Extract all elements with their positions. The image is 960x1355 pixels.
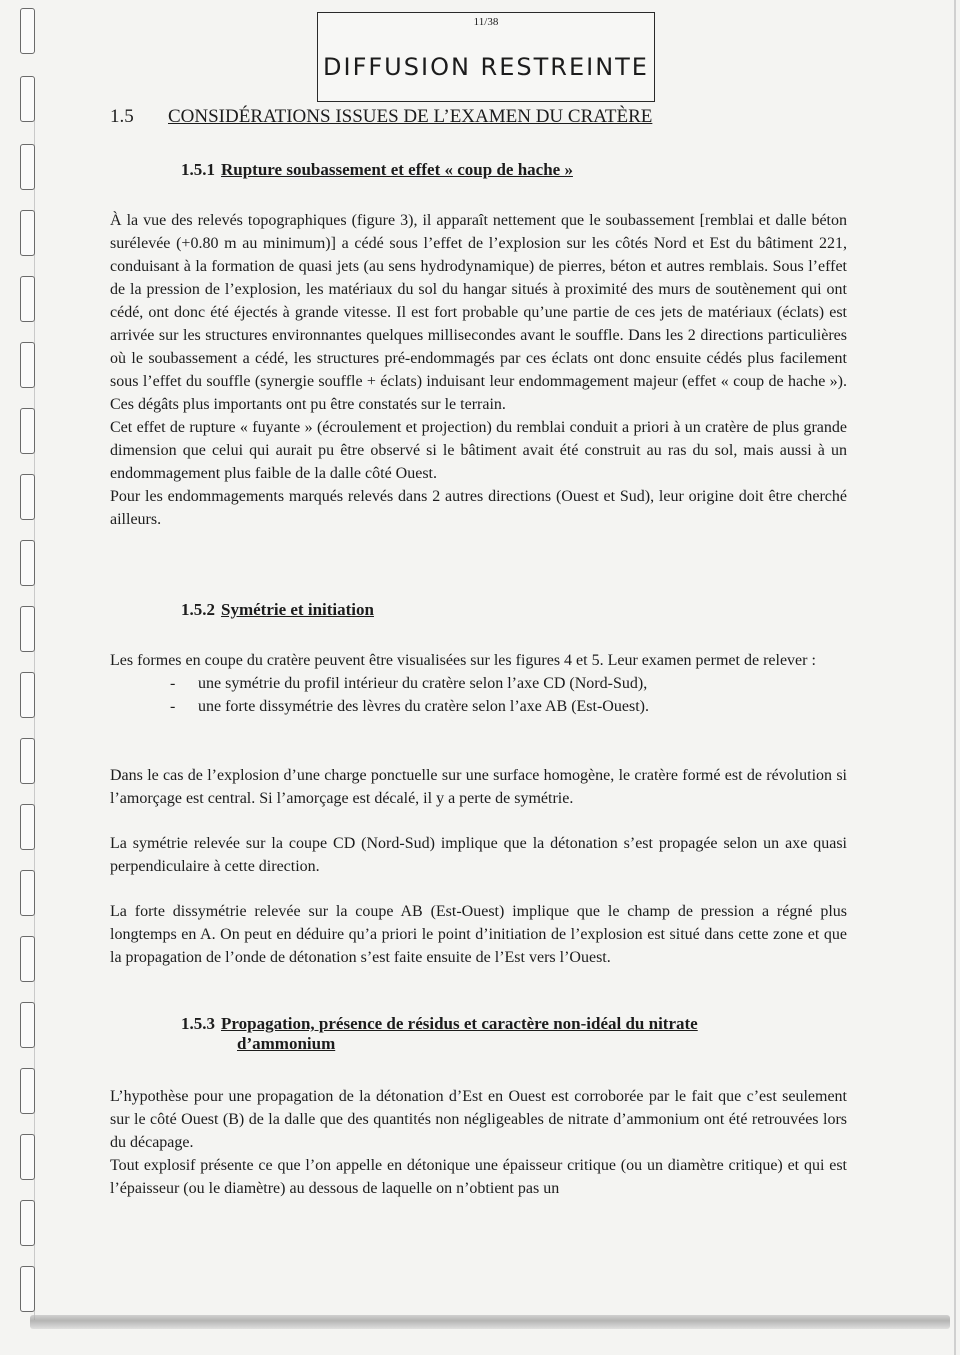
binder-hole — [20, 1068, 35, 1114]
paragraph: Les formes en coupe du cratère peuvent être visualisées sur les figures 4 et 5. Leur examen permet de relever : — [110, 652, 816, 669]
binder-hole — [20, 1134, 35, 1180]
binder-hole — [20, 738, 35, 784]
bullet-list — [110, 672, 847, 718]
binder-hole — [20, 342, 35, 388]
list-item: - une forte dissymétrie des lèvres du cratère selon l’axe AB (Est-Ouest). — [110, 695, 847, 718]
paragraph: Dans le cas de l’explosion d’une charge ponctuelle sur une surface homogène, le cratère formé est de révolution si l’amorçage est central. Si l’amorçage est décalé, il y a perte de symétrie. — [110, 767, 847, 807]
subsection-2-paragraph — [110, 900, 847, 969]
binder-hole — [20, 1266, 35, 1312]
subsection-number: 1.5.3 — [181, 1014, 215, 1033]
subsection-3-body — [110, 1085, 847, 1200]
subsection-title-continued: d’ammonium — [237, 1034, 336, 1053]
paragraph: La symétrie relevée sur la coupe CD (Nord-Sud) implique que la détonation s’est propagée selon un axe quasi perpendiculaire à cette direction. — [110, 835, 847, 875]
binder-hole — [20, 672, 35, 718]
binder-hole — [20, 76, 35, 122]
subsection-title: Symétrie et initiation — [221, 600, 374, 619]
paragraph: La forte dissymétrie relevée sur la coupe AB (Est-Ouest) implique que le champ de pression a régné plus longtemps en A. On peut en déduire qu’a priori le point d’initiation de l’explosion est situé dans cette zone et que la propagation de l’onde de détonation s’est faite ensuite de l’Est vers l’Ouest. — [110, 903, 847, 966]
binder-hole — [20, 144, 35, 190]
binder-hole — [20, 540, 35, 586]
binder-hole — [20, 408, 35, 454]
binder-hole — [20, 870, 35, 916]
subsection-title: Propagation, présence de résidus et caractère non-idéal du nitrate — [221, 1014, 698, 1033]
section-heading — [110, 106, 652, 128]
section-title: CONSIDÉRATIONS ISSUES DE L’EXAMEN DU CRATÈRE — [168, 106, 653, 127]
scan-side-edge — [954, 0, 956, 1355]
binder-hole — [20, 1002, 35, 1048]
subsection-2-paragraph — [110, 832, 847, 878]
subsection-heading-1 — [181, 160, 573, 180]
subsection-2-paragraph — [110, 764, 847, 810]
subsection-2-intro — [110, 649, 847, 718]
paragraph: Pour les endommagements marqués relevés dans 2 autres directions (Ouest et Sud), leur origine doit être cherché ailleurs. — [110, 488, 847, 528]
binder-hole — [20, 936, 35, 982]
binder-hole — [20, 276, 35, 322]
paragraph: Tout explosif présente ce que l’on appelle en détonique une épaisseur critique (ou un diamètre critique) et qui est l’épaisseur (ou le diamètre) au dessous de laquelle on n’obtient pas un — [110, 1157, 847, 1197]
paragraph: À la vue des relevés topographiques (figure 3), il apparaît nettement que le soubassement [remblai et dalle béton surélevée (+0.80 m au minimum)] a cédé sous l’effet de l’explosion sur les côtés Nord et Est du bâtiment 221, conduisant à la formation de quasi jets (au sens hydrodynamique) de pierres, béton et autres remblais. Sous l’effet de la pression de l’explosion, les matériaux du sol du hangar situés à proximité des murs de soutènement qui ont cédé, ont donc été éjectés à grande vitesse. Il est fort probable qu’une partie de ces jets de matériaux (éclats) est arrivée sur les structures environnantes quelques millisecondes avant le souffle. Dans les 2 directions particulières où le soubassement a cédé, les structures pré-endommagés par ces éclats ont donc ensuite cédés plus facilement sous l’effet du souffle (synergie souffle + éclats) induisant leur endommagement majeur (effet « coup de hache »). Ces dégâts plus importants ont pu être constatés sur le terrain. — [110, 212, 847, 413]
subsection-number: 1.5.1 — [181, 160, 215, 179]
paragraph: L’hypothèse pour une propagation de la détonation d’Est en Ouest est corroborée par le fait que c’est seulement sur le côté Ouest (B) de la dalle que des quantités non négligeables de nitrate d’ammonium ont été retrouvées lors du décapage. — [110, 1088, 847, 1151]
binder-hole — [20, 606, 35, 652]
classification-stamp — [317, 12, 655, 102]
section-number: 1.5 — [110, 106, 134, 127]
binder-hole — [20, 1200, 35, 1246]
subsection-title: Rupture soubassement et effet « coup de hache » — [221, 160, 573, 179]
classification-label: DIFFUSION RESTREINTE — [323, 53, 649, 81]
subsection-1-body — [110, 209, 847, 531]
binder-hole — [20, 474, 35, 520]
binder-hole — [20, 804, 35, 850]
binder-hole — [20, 210, 35, 256]
list-item: - une symétrie du profil intérieur du cratère selon l’axe CD (Nord-Sud), — [110, 672, 847, 695]
page-number: 11/38 — [473, 16, 499, 28]
scan-bottom-edge — [30, 1315, 950, 1329]
binder-hole — [20, 8, 35, 54]
paragraph: Cet effet de rupture « fuyante » (écroulement et projection) du remblai conduit a priori à un cratère de plus grande dimension que celui qui aurait pu être observé si le bâtiment avait été construit au ras du sol, mais aussi à un endommagement plus faible de la dalle côté Ouest. — [110, 419, 847, 482]
subsection-number: 1.5.2 — [181, 600, 215, 619]
subsection-heading-3 — [181, 1014, 698, 1054]
subsection-heading-2 — [181, 600, 374, 620]
